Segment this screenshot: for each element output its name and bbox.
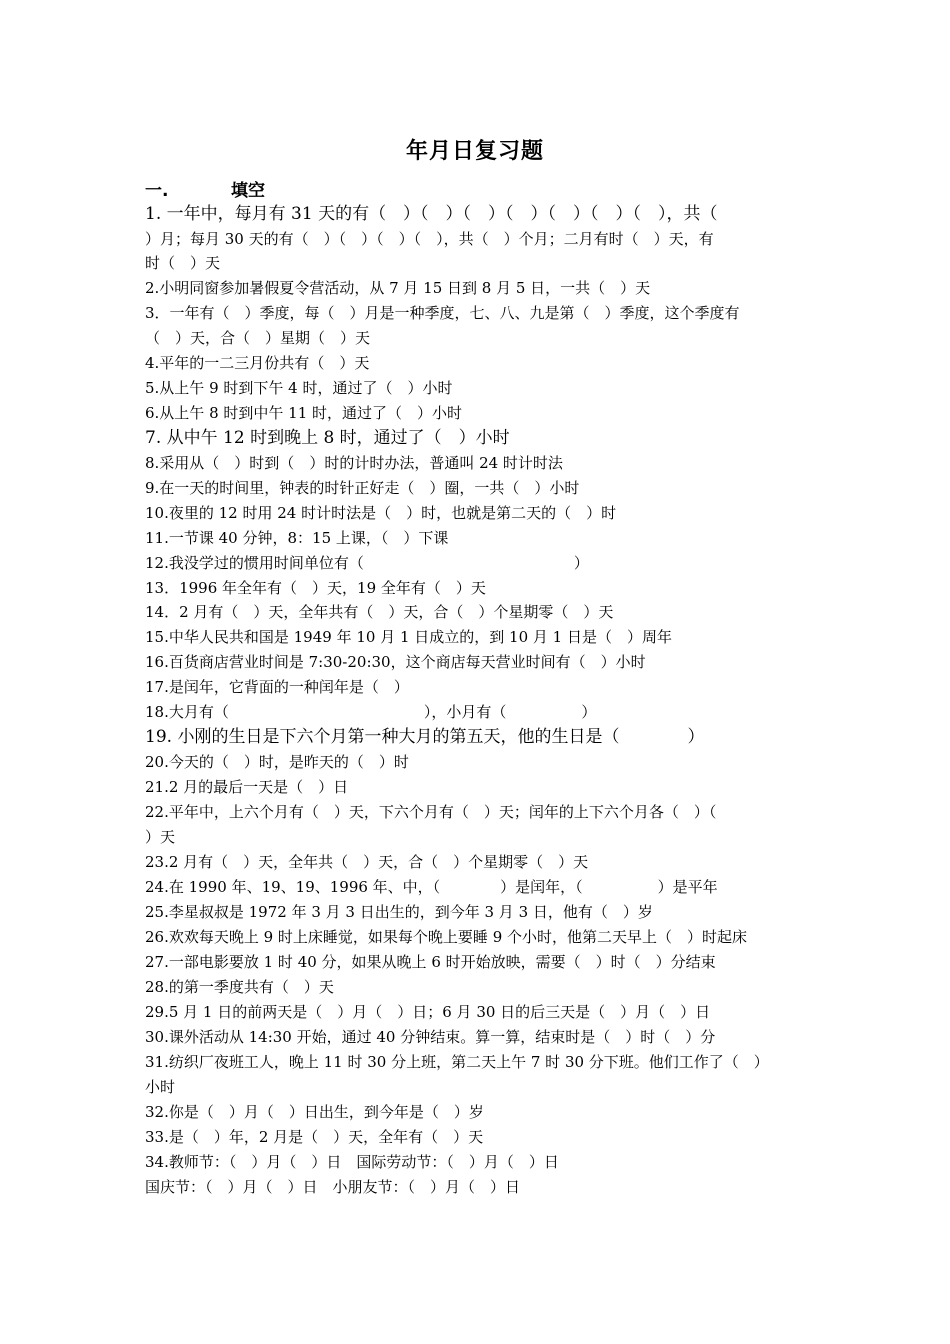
question-line: 9.在一天的时间里，钟表的时针正好走（ ）圈，一共（ ）小时 — [145, 479, 580, 497]
question-line: 1. 一年中，每月有 31 天的有（ ）（ ）（ ）（ ）（ ）（ ）（ ），共（ — [145, 204, 718, 224]
question-line: 33.是（ ）年，2 月是（ ）天，全年有（ ）天 — [145, 1128, 484, 1146]
question-line: 13．1996 年全年有（ ）天，19 全年有（ ）天 — [145, 579, 486, 597]
question-line: 8.采用从（ ）时到（ ）时的计时办法，普通叫 24 时计时法 — [145, 454, 563, 472]
question-line: 16.百货商店营业时间是 7:30-20:30，这个商店每天营业时间有（ ）小时 — [145, 653, 646, 671]
question-line: 22.平年中，上六个月有（ ）天，下六个月有（ ）天；闰年的上下六个月各（ ）（ — [145, 803, 717, 821]
question-line: ）月；每月 30 天的有（ ）（ ）（ ）（ ），共（ ）个月；二月有时（ ）天，有 — [145, 230, 714, 248]
question-line: 15.中华人民共和国是 1949 年 10 月 1 日成立的，到 10 月 1 日是（ ）周年 — [145, 628, 672, 646]
question-line: 28.的第一季度共有（ ）天 — [145, 978, 334, 996]
question-line: 6.从上午 8 时到中午 11 时，通过了（ ）小时 — [145, 404, 463, 422]
question-line: （ ）天，合（ ）星期（ ）天 — [145, 329, 371, 347]
question-line: 34.教师节：（ ）月（ ）日 国际劳动节：（ ）月（ ）日 — [145, 1153, 559, 1171]
section-number: 一. — [145, 181, 169, 201]
question-line: 25.李星叔叔是 1972 年 3 月 3 日出生的，到今年 3 月 3 日，他有（ ）岁 — [145, 903, 653, 921]
question-line: 31.纺织厂夜班工人，晚上 11 时 30 分上班，第二天上午 7 时 30 分下班。他们工作了（ ） — [145, 1053, 769, 1071]
section-heading — [145, 176, 265, 201]
question-line: 7. 从中午 12 时到晚上 8 时，通过了（ ）小时 — [145, 428, 510, 448]
question-line: 26.欢欢每天晚上 9 时上床睡觉，如果每个晚上要睡 9 个小时，他第二天早上（ ）时起床 — [145, 928, 748, 946]
question-line: 11.一节课 40 分钟，8：15 上课，（ ）下课 — [145, 529, 449, 547]
question-line: 14．2 月有（ ）天，全年共有（ ）天，合（ ）个星期零（ ）天 — [145, 603, 614, 621]
section-label: 填空 — [231, 181, 265, 201]
question-line: 18.大月有（ ），小月有（ ） — [145, 703, 597, 721]
question-line: 国庆节：（ ）月（ ）日 小朋友节：（ ）月（ ）日 — [145, 1178, 521, 1196]
question-line: 10.夜里的 12 时用 24 时计时法是（ ）时，也就是第二天的（ ）时 — [145, 504, 617, 522]
question-line: 29.5 月 1 日的前两天是（ ）月（ ）日；6 月 30 日的后三天是（ ）月（ ）日 — [145, 1003, 711, 1021]
question-line: 2.小明同窗参加暑假夏令营活动，从 7 月 15 日到 8 月 5 日，一共（ ）天 — [145, 279, 651, 297]
question-line: 小时 — [145, 1078, 176, 1096]
question-line: 4.平年的一二三月份共有（ ）天 — [145, 354, 370, 372]
question-line: 12.我没学过的惯用时间单位有（ ） — [145, 554, 589, 572]
question-line: 27.一部电影要放 1 时 40 分，如果从晚上 6 时开始放映，需要（ ）时（ ）分结束 — [145, 953, 716, 971]
question-line: 23.2 月有（ ）天，全年共（ ）天，合（ ）个星期零（ ）天 — [145, 853, 589, 871]
question-line: 19. 小刚的生日是下六个月第一种大月的第五天，他的生日是（ ） — [145, 727, 705, 747]
question-line: 20.今天的（ ）时，是昨天的（ ）时 — [145, 753, 409, 771]
question-line: 17.是闰年，它背面的一种闰年是（ ） — [145, 678, 409, 696]
question-line: 30.课外活动从 14:30 开始，通过 40 分钟结束。算一算，结束时是（ ）时（ ）分 — [145, 1028, 716, 1046]
question-line: ）天 — [145, 828, 176, 846]
question-line: 32.你是（ ）月（ ）日出生，到今年是（ ）岁 — [145, 1103, 484, 1121]
question-line: 时（ ）天 — [145, 254, 221, 272]
document-title: 年月日复习题 — [405, 139, 544, 164]
question-line: 24.在 1990 年、19、19、1996 年、中，（ ）是闰年，（ ）是平年 — [145, 878, 718, 896]
question-line: 5.从上午 9 时到下午 4 时，通过了（ ）小时 — [145, 379, 453, 397]
question-line: 21.2 月的最后一天是（ ）日 — [145, 778, 349, 796]
question-line: 3．一年有（ ）季度，每（ ）月是一种季度，七、八、九是第（ ）季度，这个季度有 — [145, 304, 740, 322]
